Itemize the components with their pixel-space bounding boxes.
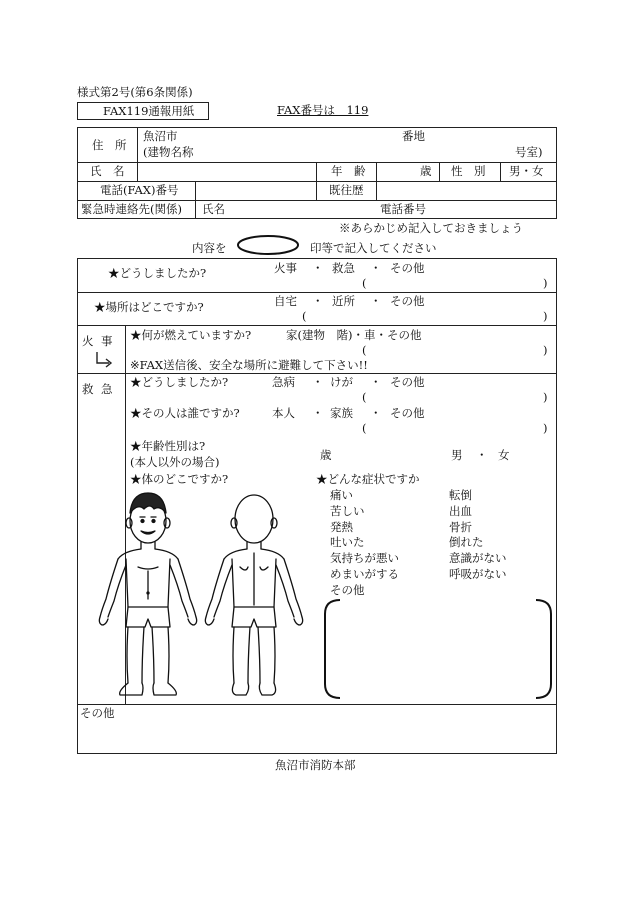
fax-number: FAX番号は 119: [277, 103, 369, 117]
fire-question: ★何が燃えていますか?: [130, 328, 252, 342]
ems-q3-female[interactable]: 女: [498, 448, 510, 462]
emergency-phone: 電話番号: [380, 202, 426, 216]
symptom-item[interactable]: 倒れた: [449, 535, 484, 549]
paren-close: ): [543, 421, 548, 435]
separator: ・: [312, 375, 324, 389]
address-city: 魚沼市: [143, 129, 178, 143]
advance-note: ※あらかじめ記入しておきましょう: [339, 221, 523, 235]
paren-close: ): [543, 309, 548, 323]
address-label: 住 所: [92, 138, 127, 152]
fire-label-1: 火: [82, 334, 94, 348]
ems-q3-sub: (本人以外の場合): [130, 455, 220, 469]
instruction-after: 印等で記入してください: [310, 241, 437, 255]
symptom-item[interactable]: 痛い: [330, 488, 353, 502]
address-building: (建物名称: [143, 145, 194, 159]
age-label: 年 齢: [331, 164, 366, 178]
form-number: 様式第2号(第6条関係): [77, 85, 193, 99]
ems-q2-opt1[interactable]: 本人: [272, 406, 295, 420]
q-what-opt-other[interactable]: その他: [390, 261, 425, 275]
history-label: 既往歴: [329, 183, 364, 197]
ellipse-mark-icon: [236, 234, 300, 256]
symptom-item[interactable]: 気持ちが悪い: [330, 551, 399, 565]
other-symptom-bracket[interactable]: [322, 598, 554, 700]
paren-close: ): [543, 390, 548, 404]
paren-close: ): [543, 276, 548, 290]
symptom-item[interactable]: 発熱: [330, 520, 353, 534]
q-what: ★どうしましたか?: [108, 266, 207, 280]
paren-open: (: [302, 309, 307, 323]
history-field[interactable]: [377, 182, 556, 199]
footer-org: 魚沼市消防本部: [275, 758, 356, 772]
name-field[interactable]: [138, 163, 315, 180]
ems-q3-male[interactable]: 男: [451, 448, 463, 462]
ems-label-1: 救: [82, 382, 94, 396]
ems-label-2: 急: [101, 382, 113, 396]
arrow-right-icon: [95, 351, 115, 368]
ems-q4: ★体のどこですか?: [130, 472, 229, 486]
ems-q1-opt1[interactable]: 急病: [272, 375, 295, 389]
separator: ・: [370, 406, 382, 420]
other-label: その他: [80, 706, 115, 720]
ems-q1: ★どうしましたか?: [130, 375, 229, 389]
name-label: 氏 名: [90, 164, 125, 178]
symptom-item[interactable]: 吐いた: [330, 535, 365, 549]
emergency-label: 緊急時連絡先(関係): [81, 202, 182, 216]
ems-q3-age: 歳: [320, 448, 332, 462]
paren-open: (: [362, 343, 367, 357]
body-back-icon[interactable]: [204, 487, 304, 702]
separator: ・: [370, 294, 382, 308]
symptom-item[interactable]: めまいがする: [330, 567, 399, 581]
sex-label: 性 別: [451, 164, 486, 178]
separator: ・: [312, 261, 324, 275]
symptom-item[interactable]: 出血: [449, 504, 472, 518]
paren-open: (: [362, 421, 367, 435]
separator: ・: [312, 294, 324, 308]
instruction-before: 内容を: [192, 241, 227, 255]
q-where-opt-near[interactable]: 近所: [332, 294, 355, 308]
paren-close: ): [543, 343, 548, 357]
ems-q3: ★年齢性別は?: [130, 439, 206, 453]
symptom-item[interactable]: その他: [330, 583, 365, 597]
separator: ・: [370, 375, 382, 389]
separator: ・: [370, 261, 382, 275]
ems-q2-opt2[interactable]: 家族: [330, 406, 353, 420]
separator: ・: [312, 406, 324, 420]
q-where-opt-home[interactable]: 自宅: [274, 294, 297, 308]
phone-field[interactable]: [196, 182, 315, 199]
symptom-item[interactable]: 転倒: [449, 488, 472, 502]
ems-q2-opt3[interactable]: その他: [390, 406, 425, 420]
fire-note: ※FAX送信後、安全な場所に避難して下さい!!: [130, 358, 368, 372]
q-where: ★場所はどこですか?: [94, 300, 204, 314]
ems-q1-opt3[interactable]: その他: [390, 375, 425, 389]
emergency-name: 氏名: [202, 202, 225, 216]
ems-q2: ★その人は誰ですか?: [130, 406, 240, 420]
q-where-opt-other[interactable]: その他: [390, 294, 425, 308]
paren-open: (: [362, 390, 367, 404]
form-title: FAX119通報用紙: [103, 104, 195, 118]
phone-label: 電話(FAX)番号: [100, 183, 179, 197]
paren-open: (: [362, 276, 367, 290]
ems-q1-opt2[interactable]: けが: [330, 375, 353, 389]
form-title-box: [77, 102, 209, 120]
other-field[interactable]: [78, 720, 556, 753]
symptom-item[interactable]: 骨折: [449, 520, 472, 534]
address-room: 号室): [515, 145, 543, 159]
fire-options[interactable]: 家(建物 階)・車・その他: [286, 328, 422, 342]
q-what-opt-ems[interactable]: 救急: [332, 261, 355, 275]
q-what-opt-fire[interactable]: 火事: [274, 261, 297, 275]
separator: ・: [476, 448, 488, 462]
symptom-item[interactable]: 意識がない: [449, 551, 507, 565]
sex-value[interactable]: 男・女: [509, 164, 544, 178]
body-front-icon[interactable]: [98, 487, 198, 702]
age-unit: 歳: [420, 164, 432, 178]
fire-label-2: 事: [101, 334, 113, 348]
address-banchi: 番地: [402, 129, 425, 143]
symptom-item[interactable]: 呼吸がない: [449, 567, 507, 581]
symptom-item[interactable]: 苦しい: [330, 504, 365, 518]
ems-q5: ★どんな症状ですか: [316, 472, 420, 486]
